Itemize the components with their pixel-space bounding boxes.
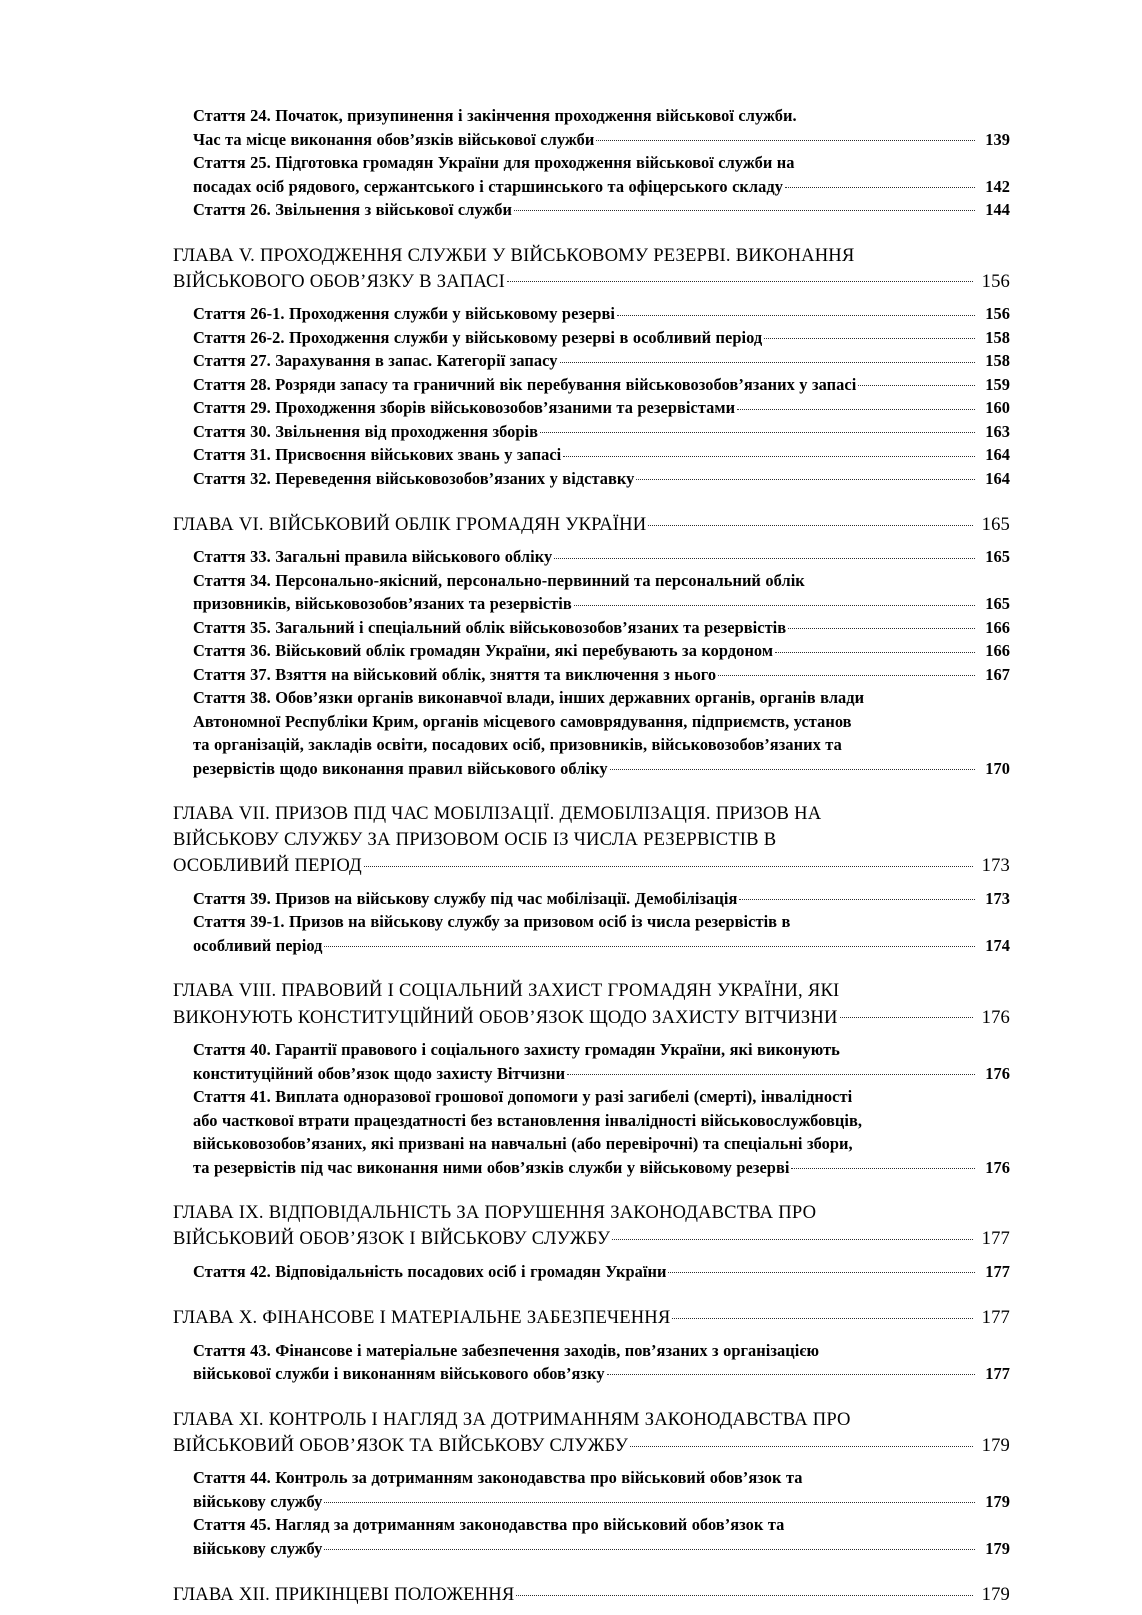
toc-page-number[interactable]: 177 (981, 1228, 1010, 1250)
toc-page-number[interactable]: 139 (985, 129, 1010, 149)
toc-entry-line: Стаття 37. Взяття на військовий облік, зняття та виключення з нього (193, 664, 717, 684)
toc-chapter-entry[interactable] (173, 801, 1010, 878)
toc-entry-text (193, 663, 1010, 687)
toc-article-entry[interactable] (193, 663, 1010, 687)
dot-leader (364, 853, 973, 872)
toc-entry-lastline (173, 1226, 1010, 1252)
toc-entry-text (193, 104, 1010, 151)
toc-article-entry[interactable] (193, 326, 1010, 350)
toc-page-number[interactable]: 177 (985, 1364, 1010, 1384)
toc-entry-lastline (173, 853, 1010, 879)
toc-entry-lastline (173, 1432, 1010, 1458)
toc-entry-text (173, 243, 1010, 295)
toc-entry-lastline (193, 326, 1010, 350)
toc-entry-lastline (193, 1537, 1010, 1561)
toc-entry-text (193, 1513, 1010, 1560)
toc-entry-line: ГЛАВА XI. КОНТРОЛЬ І НАГЛЯД ЗА ДОТРИМАННЯМ ЗАКОНОДАВСТВА ПРО (173, 1408, 851, 1430)
toc-page-number[interactable]: 179 (985, 1538, 1010, 1558)
toc-entry-text (193, 1085, 1010, 1179)
toc-chapter-entry[interactable] (173, 511, 1010, 537)
toc-entry-lastline (193, 934, 1010, 958)
dot-leader (858, 373, 975, 389)
toc-entry-text (193, 616, 1010, 640)
toc-entry-line: Стаття 39. Призов на військову службу під час мобілізації. Демобілізація (193, 888, 738, 908)
dot-leader (607, 1363, 975, 1379)
toc-entry-line: ВІЙСЬКОВУ СЛУЖБУ ЗА ПРИЗОВОМ ОСІБ ІЗ ЧИСЛА РЕЗЕРВІСТІВ В (173, 829, 777, 851)
toc-entry-text (193, 396, 1010, 420)
toc-page-number[interactable]: 179 (985, 1491, 1010, 1511)
toc-entry-lastline (193, 592, 1010, 616)
dot-leader (791, 1156, 975, 1172)
toc-entry-line: призовників, військовозобов’язаних та резервістів (193, 594, 572, 614)
toc-article-entry[interactable] (193, 373, 1010, 397)
toc-entry-line: Стаття 36. Військовий облік громадян України, які перебувають за кордоном (193, 641, 774, 661)
toc-entry-line: ВИКОНУЮТЬ КОНСТИТУЦІЙНИЙ ОБОВ’ЯЗОК ЩОДО ЗАХИСТУ ВІТЧИЗНИ (173, 1006, 838, 1028)
toc-entry-line: ГЛАВА VI. ВІЙСЬКОВИЙ ОБЛІК ГРОМАДЯН УКРАЇНИ (173, 513, 647, 535)
toc-entry-text (193, 639, 1010, 663)
toc-article-entry[interactable] (193, 686, 1010, 780)
toc-entry-lastline (193, 545, 1010, 569)
toc-entry-text (173, 1304, 1010, 1330)
toc-entry-lastline (193, 349, 1010, 373)
toc-article-entry[interactable] (193, 1466, 1010, 1513)
toc-entry-text (193, 151, 1010, 198)
dot-leader (636, 467, 975, 483)
toc-entry-line: ГЛАВА V. ПРОХОДЖЕННЯ СЛУЖБИ У ВІЙСЬКОВОМУ РЕЗЕРВІ. ВИКОНАННЯ (173, 244, 855, 266)
dot-leader (596, 128, 975, 144)
toc-entry-line: або часткової втрати працездатності без встановлення інвалідності військовослужбовців, (193, 1110, 863, 1130)
toc-article-entry[interactable] (193, 396, 1010, 420)
toc-entry-lastline (193, 616, 1010, 640)
toc-article-entry[interactable] (193, 1339, 1010, 1386)
toc-page-number[interactable]: 156 (985, 304, 1010, 324)
toc-entry-lastline (193, 443, 1010, 467)
toc-entry-line: Стаття 45. Нагляд за дотриманням законодавства про військовий обов’язок та (193, 1515, 785, 1535)
toc-page-number[interactable]: 177 (985, 1261, 1010, 1281)
toc-entry-text (193, 910, 1010, 957)
toc-entry-text (193, 198, 1010, 222)
toc-article-entry[interactable] (193, 1085, 1010, 1179)
toc-entry-line: Стаття 39-1. Призов на військову службу за призовом осіб із числа резервістів в (193, 912, 791, 932)
dot-leader (324, 1490, 975, 1506)
toc-chapter-entry[interactable] (173, 978, 1010, 1030)
toc-article-entry[interactable] (193, 443, 1010, 467)
toc-entry-lastline (193, 420, 1010, 444)
toc-entry-line: Стаття 43. Фінансове і матеріальне забезпечення заходів, пов’язаних з організацією (193, 1340, 820, 1360)
toc-entry-text (193, 1339, 1010, 1386)
toc-page-number[interactable]: 179 (981, 1434, 1010, 1456)
dot-leader (610, 758, 975, 774)
toc-entry-line: Стаття 44. Контроль за дотриманням законодавства про військовий обов’язок та (193, 1468, 803, 1488)
toc-chapter-entry[interactable] (173, 1304, 1010, 1330)
toc-entry-line: конституційний обов’язок щодо захисту Вітчизни (193, 1063, 566, 1083)
toc-chapter-entry[interactable] (173, 1581, 1010, 1607)
toc-article-entry[interactable] (193, 420, 1010, 444)
toc-entry-line: Стаття 35. Загальний і спеціальний облік військовозобов’язаних та резервістів (193, 617, 787, 637)
toc-page-number[interactable]: 142 (985, 176, 1010, 196)
toc-chapter-entry[interactable] (173, 243, 1010, 295)
toc-entry-line: Стаття 41. Виплата одноразової грошової допомоги у разі загибелі (смерті), інвалідності (193, 1087, 853, 1107)
toc-page-number[interactable]: 176 (985, 1063, 1010, 1083)
toc-article-entry[interactable] (193, 1513, 1010, 1560)
toc-entry-line: та організацій, закладів освіти, посадових осіб, призовників, військовозобов’язаних та (193, 735, 842, 755)
toc-entry-lastline (193, 1490, 1010, 1514)
toc-article-entry[interactable] (193, 1038, 1010, 1085)
toc-page-number[interactable]: 177 (981, 1307, 1010, 1328)
toc-article-entry[interactable] (193, 569, 1010, 616)
toc-page-number[interactable]: 165 (985, 594, 1010, 614)
dot-leader (567, 1062, 975, 1078)
dot-leader (764, 326, 975, 342)
toc-entry-lastline (193, 128, 1010, 152)
toc-page-number[interactable]: 174 (985, 935, 1010, 955)
toc-entry-line: Стаття 31. Присвоєння військових звань у запасі (193, 445, 562, 465)
toc-page-number[interactable]: 156 (981, 270, 1010, 292)
toc-entry-text (193, 373, 1010, 397)
toc-entry-line: Стаття 32. Переведення військовозобов’язаних у відставку (193, 468, 635, 488)
toc-entry-text (193, 1038, 1010, 1085)
toc-entry-line: Час та місце виконання обов’язків військової служби (193, 129, 595, 149)
dot-leader (788, 617, 975, 633)
toc-entry-text (173, 511, 1010, 537)
toc-entry-lastline (193, 1362, 1010, 1386)
toc-entry-lastline (173, 1581, 1010, 1607)
toc-entry-line: Стаття 42. Відповідальність посадових осіб і громадян України (193, 1261, 667, 1281)
toc-entry-line: Автономної Республіки Крим, органів місцевого самоврядування, підприємств, установ (193, 711, 852, 731)
dot-leader (672, 1304, 973, 1323)
toc-page-number[interactable]: 176 (985, 1157, 1010, 1177)
toc-entry-line: ГЛАВА VII. ПРИЗОВ ПІД ЧАС МОБІЛІЗАЦІЇ. ДЕМОБІЛІЗАЦІЯ. ПРИЗОВ НА (173, 803, 822, 825)
toc-entry-line: ВІЙСЬКОВИЙ ОБОВ’ЯЗОК ТА ВІЙСЬКОВУ СЛУЖБУ (173, 1434, 629, 1456)
dot-leader (574, 593, 975, 609)
toc-entry-lastline (193, 467, 1010, 491)
toc-entry-lastline (193, 663, 1010, 687)
dot-leader (617, 303, 975, 319)
dot-leader (737, 397, 975, 413)
toc-article-entry[interactable] (193, 887, 1010, 911)
toc-entry-lastline (193, 1260, 1010, 1284)
toc-entry-lastline (193, 1156, 1010, 1180)
toc-page-number[interactable]: 179 (981, 1583, 1010, 1605)
toc-chapter-entry[interactable] (173, 1200, 1010, 1252)
toc-entry-line: військовозобов’язаних, які призвані на навчальні (або перевірочні) та спеціальні збори, (193, 1134, 853, 1154)
toc-article-entry[interactable] (193, 104, 1010, 151)
toc-page-number[interactable]: 173 (981, 855, 1010, 877)
toc-chapter-entry[interactable] (173, 1407, 1010, 1459)
toc-page-number[interactable]: 165 (985, 547, 1010, 567)
dot-leader (648, 511, 973, 530)
toc-entry-text (193, 420, 1010, 444)
toc-entry-text (193, 302, 1010, 326)
toc-entry-line: ОСОБЛИВИЙ ПЕРІОД (173, 855, 362, 877)
toc-entry-lastline (173, 268, 1010, 294)
dot-leader (668, 1261, 975, 1277)
toc-entry-text (193, 349, 1010, 373)
toc-page-number[interactable]: 170 (985, 758, 1010, 778)
toc-entry-line: Стаття 29. Проходження зборів військовозобов’язаними та резервістами (193, 398, 736, 418)
toc-entry-text (193, 443, 1010, 467)
toc-article-entry[interactable] (193, 198, 1010, 222)
toc-page-number[interactable]: 166 (985, 641, 1010, 661)
toc-entry-line: ВІЙСЬКОВИЙ ОБОВ’ЯЗОК І ВІЙСЬКОВУ СЛУЖБУ (173, 1228, 611, 1250)
toc-page-number[interactable]: 164 (985, 445, 1010, 465)
toc-entry-line: ГЛАВА IX. ВІДПОВІДАЛЬНІСТЬ ЗА ПОРУШЕННЯ ЗАКОНОДАВСТВА ПРО (173, 1202, 817, 1224)
toc-article-entry[interactable] (193, 349, 1010, 373)
toc-entry-text (193, 1466, 1010, 1513)
toc-article-entry[interactable] (193, 467, 1010, 491)
toc-page-number[interactable]: 158 (985, 327, 1010, 347)
toc-entry-text (173, 1581, 1010, 1607)
toc-article-entry[interactable] (193, 151, 1010, 198)
toc-entry-lastline (173, 1304, 1010, 1330)
toc-page-number[interactable]: 166 (985, 617, 1010, 637)
toc-entry-text (173, 1407, 1010, 1459)
toc-entry-text (193, 545, 1010, 569)
toc-entry-line: Стаття 27. Зарахування в запас. Категорії запасу (193, 351, 558, 371)
toc-page-number[interactable]: 163 (985, 421, 1010, 441)
toc-entry-line: Стаття 38. Обов’язки органів виконавчої влади, інших державних органів, органів влади (193, 688, 865, 708)
toc-entry-lastline (193, 302, 1010, 326)
toc-page-number[interactable]: 164 (985, 468, 1010, 488)
toc-entry-text (193, 686, 1010, 780)
dot-leader (840, 1004, 973, 1023)
dot-leader (563, 444, 975, 460)
toc-entry-line: Стаття 26-1. Проходження служби у військовому резерві (193, 304, 616, 324)
toc-article-entry[interactable] (193, 1260, 1010, 1284)
dot-leader (739, 887, 975, 903)
toc-entry-lastline (193, 639, 1010, 663)
toc-page-number[interactable]: 165 (981, 513, 1010, 535)
toc-entry-text (193, 887, 1010, 911)
dot-leader (324, 934, 975, 950)
toc-entry-line: посадах осіб рядового, сержантського і старшинського та офіцерського складу (193, 176, 783, 196)
toc-entry-line: Стаття 28. Розряди запасу та граничний вік перебування військовозобов’язаних у запасі (193, 374, 857, 394)
toc-entry-line: Стаття 33. Загальні правила військового обліку (193, 547, 553, 567)
toc-entry-line: Стаття 34. Персонально-якісний, персонально-первинний та персональний облік (193, 570, 805, 590)
toc-entry-line: військову службу (193, 1538, 323, 1558)
dot-leader (630, 1432, 973, 1451)
toc-entry-line: та резервістів під час виконання ними обов’язків служби у військовому резерві (193, 1157, 790, 1177)
toc-article-entry[interactable] (193, 616, 1010, 640)
dot-leader (540, 420, 975, 436)
dot-leader (612, 1226, 973, 1245)
toc-entry-text (173, 801, 1010, 878)
toc-article-entry[interactable] (193, 302, 1010, 326)
toc-article-entry[interactable] (193, 545, 1010, 569)
dot-leader (718, 664, 975, 680)
toc-entry-line: Стаття 26. Звільнення з військової служби (193, 200, 512, 219)
toc-entry-lastline (193, 1062, 1010, 1086)
toc-entry-line: ВІЙСЬКОВОГО ОБОВ’ЯЗКУ В ЗАПАСІ (173, 270, 505, 292)
dot-leader (560, 350, 975, 366)
toc-page-number[interactable]: 173 (985, 888, 1010, 908)
toc-entry-lastline (193, 757, 1010, 781)
toc-entry-line: Стаття 25. Підготовка громадян України для проходження військової служби на (193, 153, 795, 172)
toc-article-entry[interactable] (193, 910, 1010, 957)
toc-entry-line: ГЛАВА VIII. ПРАВОВИЙ І СОЦІАЛЬНИЙ ЗАХИСТ ГРОМАДЯН УКРАЇНИ, ЯКІ (173, 980, 840, 1002)
toc-article-entry[interactable] (193, 639, 1010, 663)
dot-leader (775, 640, 975, 656)
toc-page-number[interactable]: 160 (985, 398, 1010, 418)
toc-entry-line: ГЛАВА X. ФІНАНСОВЕ І МАТЕРІАЛЬНЕ ЗАБЕЗПЕЧЕННЯ (173, 1307, 671, 1328)
toc-entry-text (173, 978, 1010, 1030)
toc-entry-line: Стаття 40. Гарантії правового і соціального захисту громадян України, які виконують (193, 1040, 840, 1060)
toc-entry-lastline (193, 373, 1010, 397)
toc-entry-list (173, 104, 1010, 1608)
toc-page-number[interactable]: 167 (985, 664, 1010, 684)
toc-entry-line: особливий період (193, 935, 323, 955)
toc-entry-line: Стаття 24. Початок, призупинення і закінчення проходження військової служби. (193, 106, 797, 125)
toc-entry-line: Стаття 30. Звільнення від проходження зборів (193, 421, 539, 441)
toc-entry-line: резервістів щодо виконання правил військового обліку (193, 758, 608, 778)
dot-leader (507, 268, 973, 287)
toc-entry-lastline (173, 511, 1010, 537)
toc-entry-lastline (193, 887, 1010, 911)
toc-entry-lastline (173, 1004, 1010, 1030)
dot-leader (554, 546, 975, 562)
toc-entry-line: військову службу (193, 1491, 323, 1511)
toc-entry-line: ГЛАВА XII. ПРИКІНЦЕВІ ПОЛОЖЕННЯ (173, 1583, 515, 1605)
toc-entry-lastline (193, 175, 1010, 199)
dot-leader (785, 175, 975, 191)
toc-page-number[interactable]: 144 (985, 200, 1010, 219)
toc-entry-text (193, 326, 1010, 350)
toc-entry-line: Стаття 26-2. Проходження служби у військовому резерві в особливий період (193, 327, 763, 347)
toc-entry-text (193, 1260, 1010, 1284)
toc-entry-line: військової служби і виконанням військового обов’язку (193, 1364, 605, 1384)
toc-entry-text (173, 1200, 1010, 1252)
dot-leader (514, 199, 975, 215)
toc-entry-text (193, 467, 1010, 491)
toc-entry-lastline (193, 396, 1010, 420)
dot-leader (516, 1581, 973, 1600)
dot-leader (324, 1537, 975, 1553)
toc-page-number[interactable]: 158 (985, 351, 1010, 371)
toc-page-number[interactable]: 176 (981, 1006, 1010, 1028)
toc-entry-lastline (193, 198, 1010, 222)
toc-page-number[interactable]: 159 (985, 374, 1010, 394)
toc-entry-text (193, 569, 1010, 616)
